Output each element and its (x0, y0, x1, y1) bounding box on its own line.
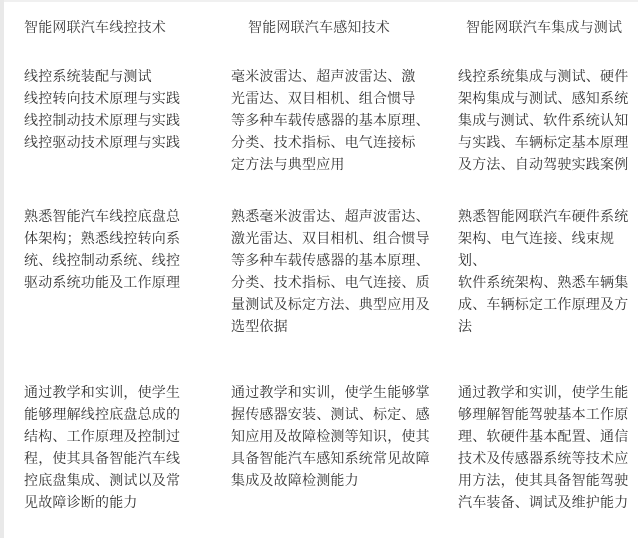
text-line: 成、车辆标定工作原理及方 (458, 297, 629, 313)
text-line: 量测试及标定方法、典型应用及 (231, 297, 430, 313)
text-line: 驱动系统功能及工作原理 (24, 275, 181, 291)
header-perception: 智能网联汽车感知技术 (248, 20, 390, 36)
text-line: 分类、技术指标、电气连接、质 (231, 275, 430, 291)
text-line: 线控转向技术原理与实践 (24, 91, 181, 107)
text-line: 汽车装备、调试及维护能力 (458, 495, 629, 511)
text-line: 软件系统架构、熟悉车辆集 (458, 275, 629, 291)
text-line: 架构、电气连接、线束规划、 (458, 231, 615, 269)
header-linecontrol: 智能网联汽车线控技术 (24, 20, 166, 36)
text-line: 统、线控制动系统、线控 (24, 253, 181, 269)
text-line: 具备智能汽车感知系统常见故障 (231, 451, 430, 467)
text-line: 线控驱动技术原理与实践 (24, 135, 181, 151)
cell-content-perception (231, 66, 441, 176)
top-divider (4, 0, 638, 2)
text-line: 用方法，使其具备智能驾驶 (458, 473, 629, 489)
text-line: 能够理解线控底盘总成的 (24, 407, 181, 423)
text-line: 熟悉智能汽车线控底盘总 (24, 209, 181, 225)
text-line: 毫米波雷达、超声波雷达、激 (231, 69, 416, 85)
left-border (0, 0, 4, 538)
text-line: 线控系统装配与测试 (24, 69, 152, 85)
text-line: 线控系统集成与测试、硬件 (458, 69, 629, 85)
text-line: 激光雷达、双目相机、组合惯导 (231, 231, 430, 247)
text-line: 知应用及故障检测等知识，使其 (231, 429, 430, 445)
text-line: 等多种车载传感器的基本原理、 (231, 253, 430, 269)
text-line: 选型依据 (231, 319, 288, 335)
text-line: 及方法、自动驾驶实践案例 (458, 157, 629, 173)
cell-goal-perception (231, 382, 441, 492)
text-line: 通过教学和实训，使学生能够掌 (231, 385, 430, 401)
text-line: 通过教学和实训，使学生能 (458, 385, 629, 401)
cell-content-linecontrol (24, 66, 192, 154)
text-line: 等多种车载传感器的基本原理、 (231, 113, 430, 129)
text-line: 集成与测试、软件系统认知 (458, 113, 629, 129)
cell-goal-linecontrol (24, 382, 192, 514)
text-line: 程，使其具备智能汽车线 (24, 451, 181, 467)
text-line: 光雷达、双目相机、组合惯导 (231, 91, 416, 107)
text-line: 法 (458, 319, 473, 335)
text-line: 熟悉毫米波雷达、超声波雷达、 (231, 209, 430, 225)
text-line: 理、软硬件基本配置、通信 (458, 429, 629, 445)
cell-knowledge-perception (231, 206, 441, 338)
cell-goal-integration (458, 382, 634, 514)
cell-content-integration (458, 66, 634, 176)
text-line: 控底盘集成、测试以及常 (24, 473, 181, 489)
text-line: 握传感器安装、测试、标定、感 (231, 407, 430, 423)
text-line: 架构集成与测试、感知系统 (458, 91, 629, 107)
header-integration: 智能网联汽车集成与测试 (466, 20, 623, 36)
text-line: 集成及故障检测能力 (231, 473, 359, 489)
text-line: 通过教学和实训，使学生 (24, 385, 181, 401)
text-line: 熟悉智能网联汽车硬件系统 (458, 209, 629, 225)
text-line: 分类、技术指标、电气连接标 (231, 135, 416, 151)
text-line: 够理解智能驾驶基本工作原 (458, 407, 629, 423)
text-line: 技术及传感器系统等技术应 (458, 451, 629, 467)
text-line: 定方法与典型应用 (231, 157, 345, 173)
text-line: 体架构；熟悉线控转向系 (24, 231, 181, 247)
text-line: 结构、工作原理及控制过 (24, 429, 181, 445)
text-line: 线控制动技术原理与实践 (24, 113, 181, 129)
text-line: 见故障诊断的能力 (24, 495, 138, 511)
cell-knowledge-linecontrol (24, 206, 192, 294)
cell-knowledge-integration (458, 206, 634, 338)
text-line: 与实践、车辆标定基本原理 (458, 135, 629, 151)
